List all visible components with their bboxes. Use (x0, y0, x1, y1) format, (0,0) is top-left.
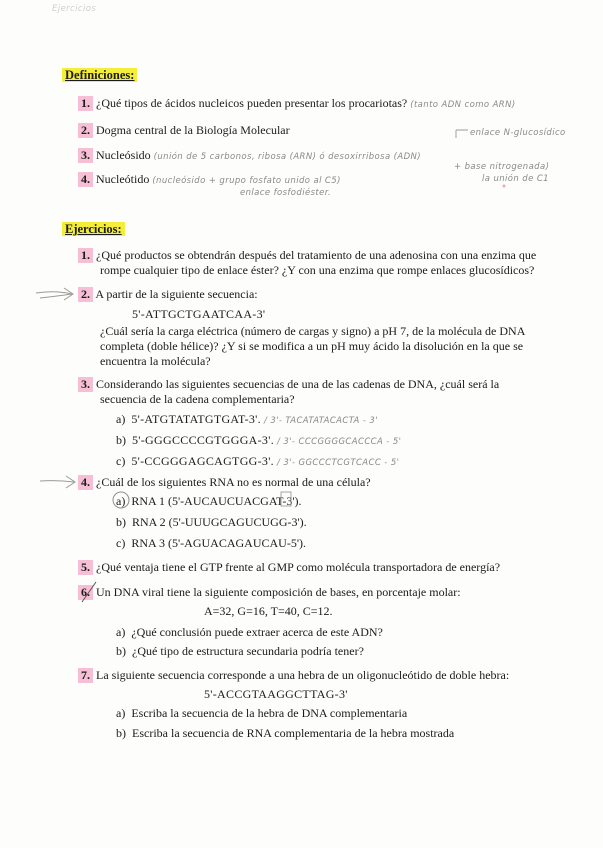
question-4-item-c: c) RNA 3 (5'-AGUACAGAUCAU-5'). (116, 536, 306, 550)
def-item-2: 2. Dogma central de la Biología Molecular (78, 123, 290, 138)
question-6: 6. Un DNA viral tiene la siguiente composición de bases, en porcentaje molar: (78, 585, 461, 600)
circle-mark-icon (113, 492, 129, 508)
question-2-para-3: encuentra la molécula? (100, 354, 211, 368)
question-6-composition: A=32, G=16, T=40, C=12. (204, 604, 333, 618)
small-arrow-icon-definitions (456, 130, 468, 138)
arrow-icon-question-2 (36, 288, 73, 300)
question-3-item-c: c) 5'-CCGGGAGCAGTGG-3'. / 3'- GGCCCTCGTCACC - 5' (116, 454, 400, 468)
question-4-item-a: a) RNA 1 (5'-AUCAUCUACGAT-3'). (116, 494, 302, 508)
question-2-para-1: ¿Cuál sería la carga eléctrica (número de cargas y signo) a pH 7, de la molécula de DNA (100, 324, 526, 338)
def-item-3-side-note: enlace N-glucosídico (470, 128, 566, 138)
question-3-item-a: a) 5'-ATGTATATGTGAT-3'. / 3'- TACATATACACTA - 3' (116, 412, 378, 426)
definiciones-title: Definiciones: (62, 68, 137, 83)
question-4: 4. ¿Cuál de los siguientes RNA no es normal de una célula? (78, 475, 371, 490)
def-item-1: 1. ¿Qué tipos de ácidos nucleicos pueden presentar los procariotas? (tanto ADN como ARN) (78, 96, 516, 111)
def-item-4: 4. Nucleótido (nucleósido + grupo fosfato unido al C5) (78, 172, 341, 187)
box-mark-icon (281, 492, 291, 506)
question-2: 2. A partir de la siguiente secuencia: (78, 287, 258, 302)
faint-header-text: Ejercicios (52, 4, 97, 14)
question-6-item-b: b) ¿Qué tipo de estructura secundaria podría tener? (116, 644, 364, 658)
def-item-3-side-note-2: la unión de C1 (482, 174, 549, 184)
question-1-line2: rompe cualquier tipo de enlace éster? ¿Y con una enzima que rompe enlaces glucosídicos? (100, 263, 535, 277)
question-4-item-b: b) RNA 2 (5'-UUUGCAGUCUGG-3'). (116, 515, 307, 529)
def-item-4-note-cont: enlace fosfodiéster. (240, 188, 331, 198)
question-7-item-b: b) Escriba la secuencia de RNA complementaria de la hebra mostrada (116, 726, 455, 740)
question-6-item-a: a) ¿Qué conclusión puede extraer acerca de este ADN? (116, 625, 383, 639)
question-2-sequence: 5'-ATTGCTGAATCAA-3' (132, 307, 266, 321)
ejercicios-title: Ejercicios: (62, 222, 125, 237)
question-7: 7. La siguiente secuencia corresponde a una hebra de un oligonucleótido de doble hebra: (78, 668, 509, 683)
question-3-line2: secuencia de la cadena complementaria? (100, 392, 295, 406)
pink-dot-icon (503, 185, 506, 188)
arrow-icon-question-4 (40, 476, 75, 488)
def-item-3-note-cont: + base nitrogenada) (454, 162, 550, 172)
question-7-item-a: a) Escriba la secuencia de la hebra de DNA complementaria (116, 706, 408, 720)
question-7-sequence: 5'-ACCGTAAGGCTTAG-3' (204, 687, 348, 701)
question-5: 5. ¿Qué ventaja tiene el GTP frente al GMP como molécula transportadora de energía? (78, 560, 500, 575)
question-2-para-2: completa (doble hélice)? ¿Y si se modifica a un pH muy ácido la disolución en la que se (100, 339, 524, 353)
slash-mark-icon-question-6 (82, 582, 96, 602)
question-3: 3. Considerando las siguientes secuencias de una de las cadenas de DNA, ¿cuál será la (78, 377, 499, 392)
def-item-3: 3. Nucleósido (unión de 5 carbonos, ribosa (ARN) ó desoxirribosa (ADN) (78, 148, 421, 163)
question-1: 1. ¿Qué productos se obtendrán después del tratamiento de una adenosina con una enzima que (78, 248, 536, 263)
question-3-item-b: b) 5'-GGGCCCCGTGGGA-3'. / 3'- CCCGGGGCACCCA - 5' (116, 433, 402, 447)
